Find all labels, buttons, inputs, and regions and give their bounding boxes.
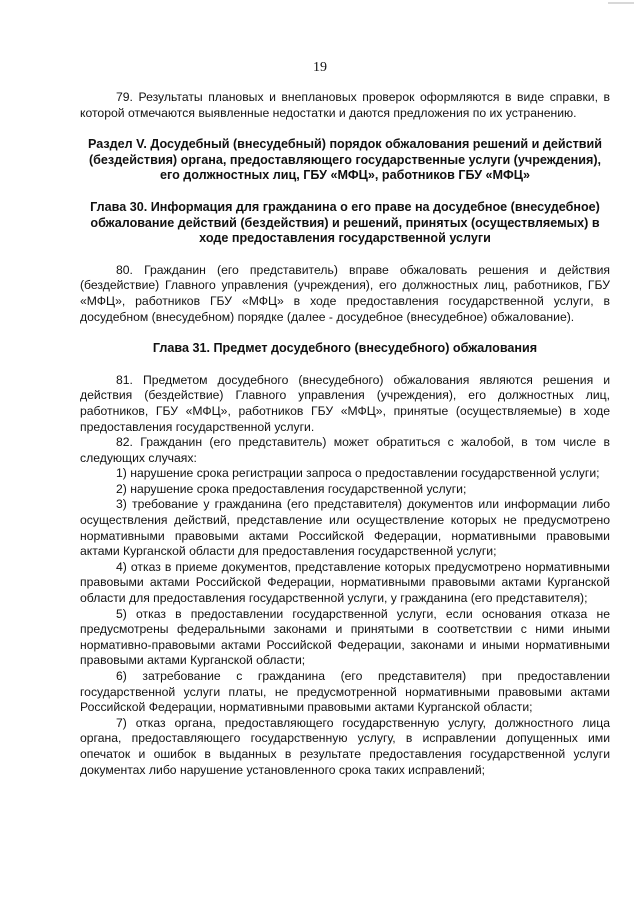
list-item-6: 6) затребование с гражданина (его представителя) при предоставлении государственной услуги платы, не предусмотренной нормативными правовыми актами Российской Федерации, нормативными правовыми актами Курганской области;: [80, 669, 610, 715]
list-item-4: 4) отказ в приеме документов, представление которых предусмотрено нормативными правовыми актами Российской Федерации, нормативными правовыми актами Курганской области для предоставления государственной услуги, у гражданина (его представителя);: [80, 559, 610, 606]
paragraph-81: 81. Предметом досудебного (внесудебного) обжалования являются решения и действия (бездействие) Главного управления (учреждения), его должностных лиц, работников, ГБУ «МФЦ», работников ГБУ «МФЦ», принятые (осуществляемые) в ходе предоставления государственной услуги.: [80, 372, 610, 434]
list-item-2: 2) нарушение срока предоставления государственной услуги;: [116, 481, 467, 496]
section-5-heading: Раздел V. Досудебный (внесудебный) порядок обжалования решений и действий (бездействия) органа, предоставляющего государственные услуги (учреждения), его должностных лиц, ГБУ «МФЦ», работников ГБУ «МФЦ»: [88, 137, 602, 183]
list-item-1: 1) нарушение срока регистрации запроса о предоставлении государственной услуги;: [116, 466, 600, 481]
paragraph-82: 82. Гражданин (его представитель) может обратиться с жалобой, в том числе в следующих случаях:: [80, 435, 610, 465]
scan-edge-mark: [608, 2, 634, 4]
list-item-7: 7) отказ органа, предоставляющего государственную услугу, должностного лица органа, предоставляющего государственную услугу, в исправлении допущенных ими опечаток и ошибок в выданных в результате предоставления государственной услуги документах либо нарушение установленного срока таких исправлений;: [80, 715, 610, 777]
chapter-31-heading: Глава 31. Предмет досудебного (внесудебного) обжалования: [152, 341, 538, 356]
document-body: [80, 90, 610, 778]
page-number: 19: [313, 60, 327, 75]
chapter-30-heading: Глава 30. Информация для гражданина о его праве на досудебное (внесудебное) обжалование действий (бездействия) и решений, принятых (осуществляемых) в ходе предоставления государственной услуги: [90, 199, 600, 246]
paragraph-79: 79. Результаты плановых и внеплановых проверок оформляются в виде справки, в которой отмечаются выявленные недостатки и даются предложения по их устранению.: [80, 90, 610, 120]
paragraph-80: 80. Гражданин (его представитель) вправе обжаловать решения и действия (бездействие) Главного управления (учреждения), его должностных лиц, работников, ГБУ «МФЦ», работников ГБУ «МФЦ» в ходе предоставления государственной услуги, в досудебном (внесудебном) порядке (далее - досудебное (внесудебное) обжалование).: [80, 262, 610, 324]
list-item-5: 5) отказ в предоставлении государственной услуги, если основания отказа не предусмотрены федеральными законами и принятыми в соответствии с ними иными нормативно-правовыми актами Российской Федерации, законами и иными нормативными правовыми актами Курганской области;: [80, 606, 610, 668]
list-item-3: 3) требование у гражданина (его представителя) документов или информации либо осуществления действий, представление или осуществление которых не предусмотрено нормативными правовыми актами Российской Федерации, нормативными правовыми актами Курганской области для предоставления государственной услуги;: [80, 497, 610, 559]
